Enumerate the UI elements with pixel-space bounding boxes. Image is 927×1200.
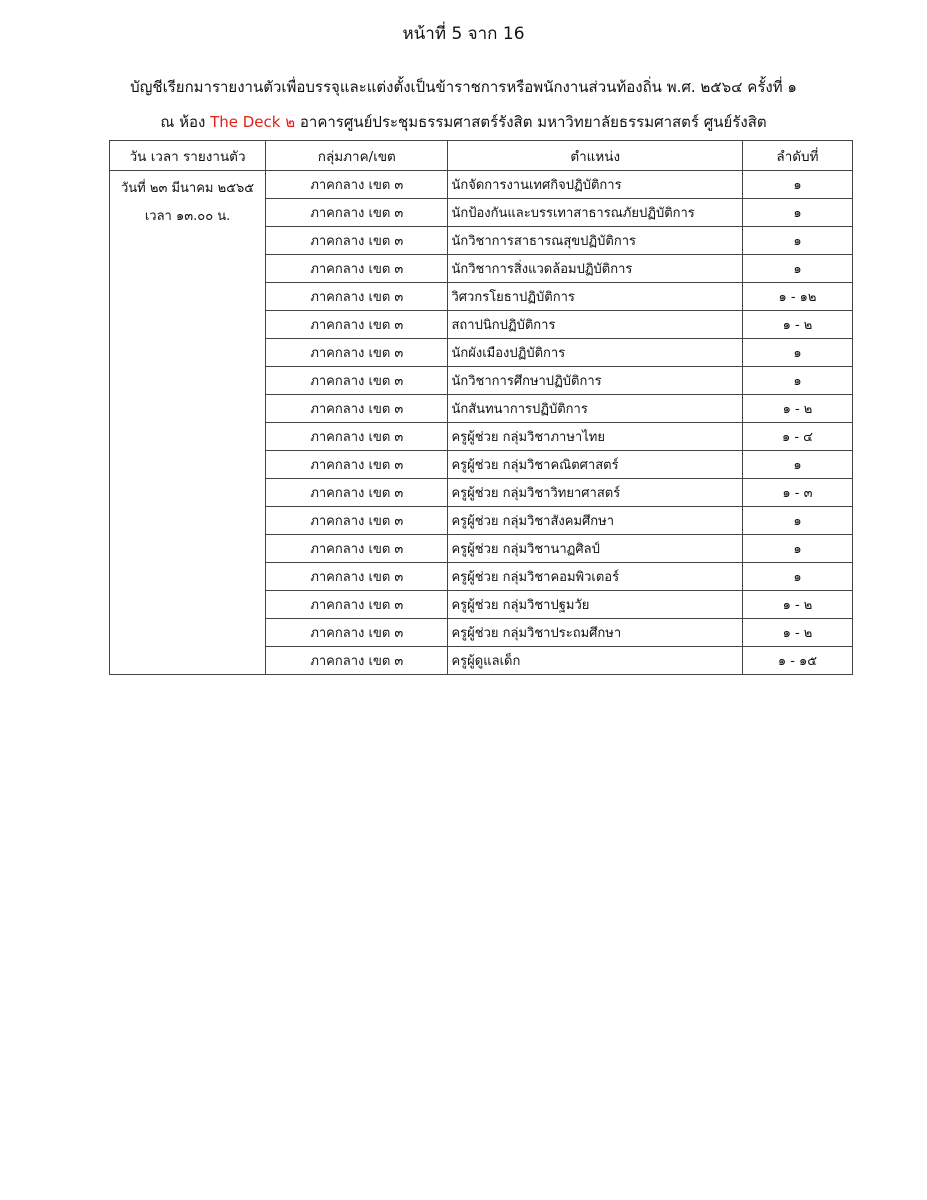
order-cell: ๑ - ๑๕ [742,647,852,675]
order-cell: ๑ [742,339,852,367]
region-cell: ภาคกลาง เขต ๓ [266,199,448,227]
order-cell: ๑ - ๓ [742,479,852,507]
venue-prefix: ณ ห้อง [160,113,211,131]
region-cell: ภาคกลาง เขต ๓ [266,479,448,507]
order-cell: ๑ [742,563,852,591]
report-date-time-cell [110,171,266,675]
position-cell: ครูผู้ช่วย กลุ่มวิชาภาษาไทย [448,423,742,451]
position-cell: ครูผู้ช่วย กลุ่มวิชาสังคมศึกษา [448,507,742,535]
position-cell: นักวิชาการสิ่งแวดล้อมปฏิบัติการ [448,255,742,283]
table-row [110,171,853,199]
header-order: ลำดับที่ [742,141,852,171]
position-cell: นักวิชาการสาธารณสุขปฏิบัติการ [448,227,742,255]
venue-suffix: อาคารศูนย์ประชุมธรรมศาสตร์รังสิต มหาวิทยาลัยธรรมศาสตร์ ศูนย์รังสิต [295,113,767,131]
region-cell: ภาคกลาง เขต ๓ [266,283,448,311]
region-cell: ภาคกลาง เขต ๓ [266,339,448,367]
document-title: บัญชีเรียกมารายงานตัวเพื่อบรรจุและแต่งตั้งเป็นข้าราชการหรือพนักงานส่วนท้องถิ่น พ.ศ. ๒๕๖๔ ครั้งที่ ๑ [130,78,797,96]
order-cell: ๑ [742,535,852,563]
position-cell: ครูผู้ดูแลเด็ก [448,647,742,675]
order-cell: ๑ [742,367,852,395]
order-cell: ๑ - ๑๒ [742,283,852,311]
position-cell: นักป้องกันและบรรเทาสาธารณภัยปฏิบัติการ [448,199,742,227]
region-cell: ภาคกลาง เขต ๓ [266,255,448,283]
report-schedule-table [109,140,853,675]
header-region: กลุ่มภาค/เขต [266,141,448,171]
region-cell: ภาคกลาง เขต ๓ [266,535,448,563]
region-cell: ภาคกลาง เขต ๓ [266,591,448,619]
region-cell: ภาคกลาง เขต ๓ [266,423,448,451]
order-cell: ๑ [742,227,852,255]
order-cell: ๑ [742,255,852,283]
position-cell: สถาปนิกปฏิบัติการ [448,311,742,339]
page-indicator: หน้าที่ 5 จาก 16 [402,24,525,44]
region-cell: ภาคกลาง เขต ๓ [266,647,448,675]
order-cell: ๑ - ๔ [742,423,852,451]
venue-room: The Deck ๒ [210,113,296,131]
position-cell: นักวิชาการศึกษาปฏิบัติการ [448,367,742,395]
position-cell: ครูผู้ช่วย กลุ่มวิชานาฏศิลป์ [448,535,742,563]
position-cell: ครูผู้ช่วย กลุ่มวิชาคณิตศาสตร์ [448,451,742,479]
position-cell: ครูผู้ช่วย กลุ่มวิชาประถมศึกษา [448,619,742,647]
position-cell: ครูผู้ช่วย กลุ่มวิชาวิทยาศาสตร์ [448,479,742,507]
table-header-row [110,141,853,171]
order-cell: ๑ [742,507,852,535]
order-cell: ๑ [742,199,852,227]
order-cell: ๑ - ๒ [742,591,852,619]
position-cell: ครูผู้ช่วย กลุ่มวิชาปฐมวัย [448,591,742,619]
order-cell: ๑ - ๒ [742,619,852,647]
region-cell: ภาคกลาง เขต ๓ [266,171,448,199]
region-cell: ภาคกลาง เขต ๓ [266,227,448,255]
region-cell: ภาคกลาง เขต ๓ [266,619,448,647]
position-cell: ครูผู้ช่วย กลุ่มวิชาคอมพิวเตอร์ [448,563,742,591]
header-position: ตำแหน่ง [448,141,742,171]
region-cell: ภาคกลาง เขต ๓ [266,507,448,535]
region-cell: ภาคกลาง เขต ๓ [266,311,448,339]
region-cell: ภาคกลาง เขต ๓ [266,451,448,479]
order-cell: ๑ - ๒ [742,395,852,423]
position-cell: วิศวกรโยธาปฏิบัติการ [448,283,742,311]
region-cell: ภาคกลาง เขต ๓ [266,395,448,423]
header-date-time: วัน เวลา รายงานตัว [110,141,266,171]
order-cell: ๑ [742,171,852,199]
report-time: เวลา ๑๓.๐๐ น. [144,209,231,224]
position-cell: นักสันทนาการปฏิบัติการ [448,395,742,423]
report-date: วันที่ ๒๓ มีนาคม ๒๕๖๕ [121,181,255,196]
position-cell: นักจัดการงานเทศกิจปฏิบัติการ [448,171,742,199]
order-cell: ๑ - ๒ [742,311,852,339]
order-cell: ๑ [742,451,852,479]
venue-line [0,110,927,134]
position-cell: นักผังเมืองปฏิบัติการ [448,339,742,367]
region-cell: ภาคกลาง เขต ๓ [266,563,448,591]
region-cell: ภาคกลาง เขต ๓ [266,367,448,395]
